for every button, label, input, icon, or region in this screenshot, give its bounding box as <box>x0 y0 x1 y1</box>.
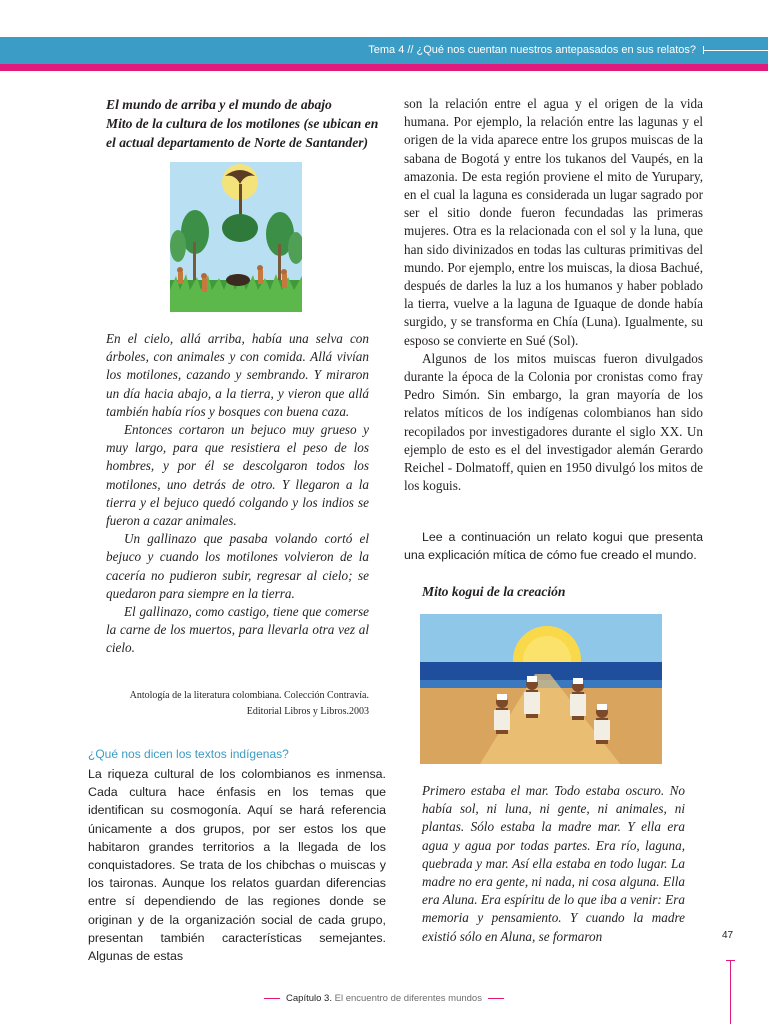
body-paragraph: son la relación entre el agua y el origen de la vida humana. Por ejemplo, la relación entre las lagunas y el origen de la vida aparece entre los grupos muiscas de la sabana de Bogotá y entre los tukanos del Vaupés, en la amazonia. De esta región proviene el mito de Yurupary, en el cual la laguna es considerada un lugar sagrado por ser el sitio donde fueron fecundadas las primeras mujeres. Otra es la relacionada con el sol y la luna, que han sido divinizados en todas las culturas primitivas del mundo. Por ejemplo, entre los muiscas, la diosa Bachué, después de darles la luz a los humanos y haber poblado la tierra, vuelve a la laguna de Iguaque de donde había surgido, y se transforma en Chía (Luna). Igualmente, su esposo se convierte en Sué (Sol). <box>404 96 703 348</box>
page-number: 47 <box>722 930 734 941</box>
kogui-story <box>422 782 685 946</box>
page-marker-line <box>730 960 731 1024</box>
header-line <box>703 50 768 51</box>
chapter-title: El encuentro de diferentes mundos <box>334 993 482 1004</box>
kogui-illustration <box>420 614 662 764</box>
footer-rule-right <box>488 998 504 999</box>
chapter-label: Capítulo 3. <box>286 993 332 1004</box>
credit-line: Antología de la literatura colombiana. Colección Contravía. <box>129 690 369 701</box>
topic-header: Tema 4 // ¿Qué nos cuentan nuestros antepasados en sus relatos? <box>368 44 696 56</box>
story-subtitle-1: Mito de la cultura de los motilones (se ubican en <box>106 116 379 131</box>
credit-line: Editorial Libros y Libros.2003 <box>246 706 369 717</box>
source-credit <box>106 688 369 720</box>
section-question: ¿Qué nos dicen los textos indígenas? <box>88 747 289 761</box>
story-paragraph: El gallinazo, como castigo, tiene que comerse la carne de los muertos, para llevarla otra vez al cielo. <box>106 604 369 656</box>
right-column-text <box>404 95 703 495</box>
intro-paragraph <box>404 528 703 564</box>
chapter-footer <box>0 993 768 1004</box>
kogui-title: Mito kogui de la creación <box>422 584 566 599</box>
section-body <box>88 765 386 965</box>
motilones-illustration <box>170 162 302 312</box>
body-paragraph: La riqueza cultural de los colombianos es inmensa. Cada cultura hace énfasis en los temas que identifican su cosmogonía. Aquí se hará referencia únicamente a dos grupos, por ser estos los que habitaron grandes territorios a la llegada de los conquistadores. Se trata de los chibchas o muiscas y los taironas. Aunque los relatos guardan diferencias entre sí dependiendo de las regiones donde se originan y de la organización social de cada grupo, presentan también características semejantes. Algunas de estas <box>88 767 386 964</box>
story-subtitle-2: el actual departamento de Norte de Santander) <box>106 135 369 150</box>
motilones-title-block <box>106 95 379 152</box>
story-paragraph: Entonces cortaron un bejuco muy grueso y muy largo, para que resistiera el peso de los hombres, y por él se descolgaron todos los motilones, uno detrás de otro. Y llegaron a la tierra y el bejuco quedó colgando y los indios se fueron a cazar animales. <box>106 422 369 529</box>
body-paragraph: Algunos de los mitos muiscas fueron divulgados durante la época de la Colonia por cronistas como fray Pedro Simón. Sin embargo, la gran mayoría de los relatos míticos de los indígenas colombianos han sido recopilados por investigadores durante el siglo XX. Un ejemplo de esto es el del investigador alemán Gerardo Reichel - Dolmatoff, quien en 1950 divulgó los mitos de los koguis. <box>404 350 703 494</box>
story-title: El mundo de arriba y el mundo de abajo <box>106 97 332 112</box>
story-paragraph: Primero estaba el mar. Todo estaba oscuro. No había sol, ni luna, ni gente, ni animales, ni plantas. Sólo estaba la madre mar. Y ella era agua y agua por todas partes. Era río, laguna, quebrada y mar. Así ella estaba en todo lugar. La madre no era gente, ni nada, ni cosa alguna. Ella era Aluna. Era espíritu de lo que iba a venir: Era memoria y pensamiento. Y cuando la madre existió sólo en Aluna, se formaron <box>422 783 685 944</box>
story-paragraph: Un gallinazo que pasaba volando cortó el bejuco y cuando los motilones volvieron de la cacería no pudieron subir, regresar al cielo; se quedaron para siempre en la tierra. <box>106 531 369 601</box>
body-paragraph: Lee a continuación un relato kogui que presenta una explicación mítica de cómo fue creado el mundo. <box>404 530 703 563</box>
story-paragraph: En el cielo, allá arriba, había una selva con árboles, con animales y con comida. Allá vivían los motilones, cazando y sembrando. Y miraron un día hacia abajo, a la tierra, y vieron que allá también había ríos y bosques con buena caza. <box>106 331 369 419</box>
footer-rule-left <box>264 998 280 999</box>
motilones-story <box>106 330 369 658</box>
pink-rule <box>0 64 768 71</box>
